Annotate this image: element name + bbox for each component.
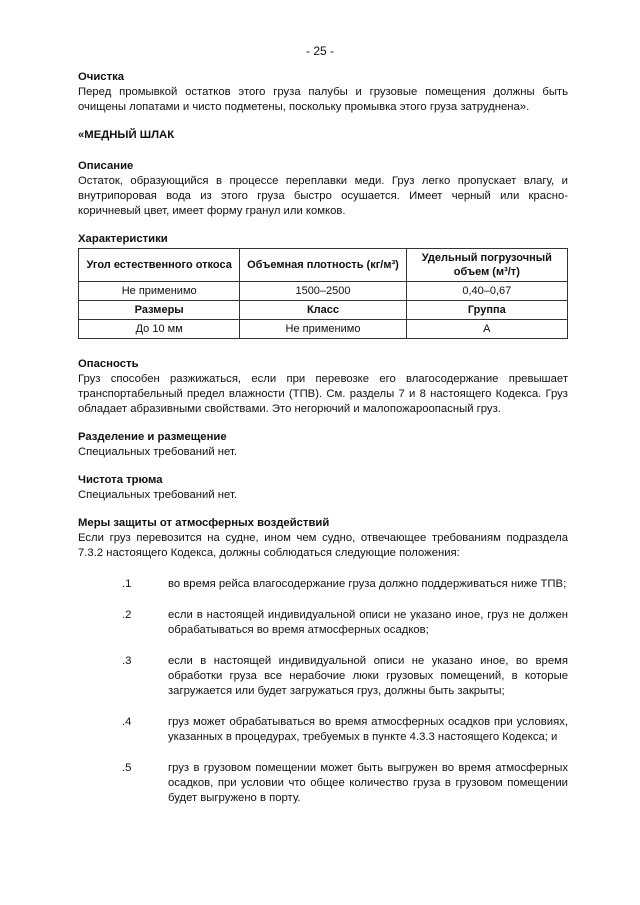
cleaning-heading: Очистка [78,71,125,83]
list-item-text: груз может обрабатываться во время атмосферных осадков при условиях, указанных в процедурах, требуемых в пункте 4.3.3 настоящего Кодекса; и [168,716,568,743]
description-section [78,159,568,219]
hazard-text: Груз способен разжижаться, если при перевозке его влагосодержание превышает транспортабельный предел влажности (ТПВ). См. разделы 7 и 8 настоящего Кодекса. Груз обладает абразивными свойствами. Это негорючий и малопожароопасный груз. [78,373,568,415]
cleaning-section [78,70,568,115]
list-item-number: .4 [122,716,132,728]
hazard-section [78,357,568,417]
hazard-heading: Опасность [78,358,139,370]
description-text: Остаток, образующийся в процессе переплавки меди. Груз легко пропускает влагу, и внутрипоровая вода из этого груза быстро осушается. Имеет черный или красно-коричневый цвет, имеет форму гранул или комков. [78,175,568,217]
list-item-number: .2 [122,609,132,621]
list-item-number: .3 [122,655,132,667]
table-cell: 1500–2500 [240,282,406,301]
table-row [79,282,568,301]
table-header-cell: Объемная плотность (кг/м³) [240,249,406,282]
segregation-section [78,430,568,460]
segregation-heading: Разделение и размещение [78,431,227,443]
table-row [79,301,568,320]
list-item [78,577,568,592]
table-cell: 0,40–0,67 [406,282,567,301]
list-item-text: груз в грузовом помещении может быть выгружен во время атмосферных осадков, при условии что общее количество груза в грузовом помещении будет выгружено в порту. [168,762,568,804]
table-header-cell: Угол естественного откоса [79,249,240,282]
table-header-cell: Удельный погрузочный объем (м³/т) [406,249,567,282]
characteristics-table [78,248,568,339]
list-item-text: если в настоящей индивидуальной описи не указано иное, груз не должен обрабатываться во время атмосферных осадков; [168,609,568,636]
list-item-number: .1 [122,578,132,590]
table-header-cell: Класс [240,301,406,320]
list-item-text: если в настоящей индивидуальной описи не указано иное, во время обработки груза все нерабочие люки грузовых помещений, в которые загружается или будет загружаться груз, должны быть закрыты; [168,655,568,697]
table-header-cell: Группа [406,301,567,320]
cargo-title: «МЕДНЫЙ ШЛАК [78,129,175,141]
table-cell: До 10 мм [79,320,240,339]
weather-section [78,516,568,806]
page-number: - 25 - [305,44,334,58]
weather-text: Если груз перевозится на судне, ином чем судно, отвечающее требованиям подраздела 7.3.2 настоящего Кодекса, должны соблюдаться следующие положения: [78,532,568,559]
list-item [78,761,568,806]
table-cell: Не применимо [240,320,406,339]
hold-cleanliness-text: Специальных требований нет. [78,489,237,501]
hold-cleanliness-heading: Чистота трюма [78,474,163,486]
description-heading: Описание [78,160,134,172]
hold-cleanliness-section [78,473,568,503]
list-item [78,654,568,699]
table-row [79,249,568,282]
table-header-cell: Размеры [79,301,240,320]
weather-heading: Меры защиты от атмосферных воздействий [78,517,330,529]
table-cell: A [406,320,567,339]
characteristics-heading: Характеристики [78,233,168,245]
list-item-text: во время рейса влагосодержание груза должно поддерживаться ниже ТПВ; [168,578,567,590]
weather-list [78,577,568,806]
list-item [78,715,568,745]
list-item [78,608,568,638]
table-row [79,320,568,339]
segregation-text: Специальных требований нет. [78,446,237,458]
list-item-number: .5 [122,762,132,774]
document-body [78,70,568,822]
cleaning-text: Перед промывкой остатков этого груза палубы и грузовые помещения должны быть очищены лопатами и чисто подметены, поскольку промывка этого груза затруднена». [78,86,568,113]
table-cell: Не применимо [79,282,240,301]
